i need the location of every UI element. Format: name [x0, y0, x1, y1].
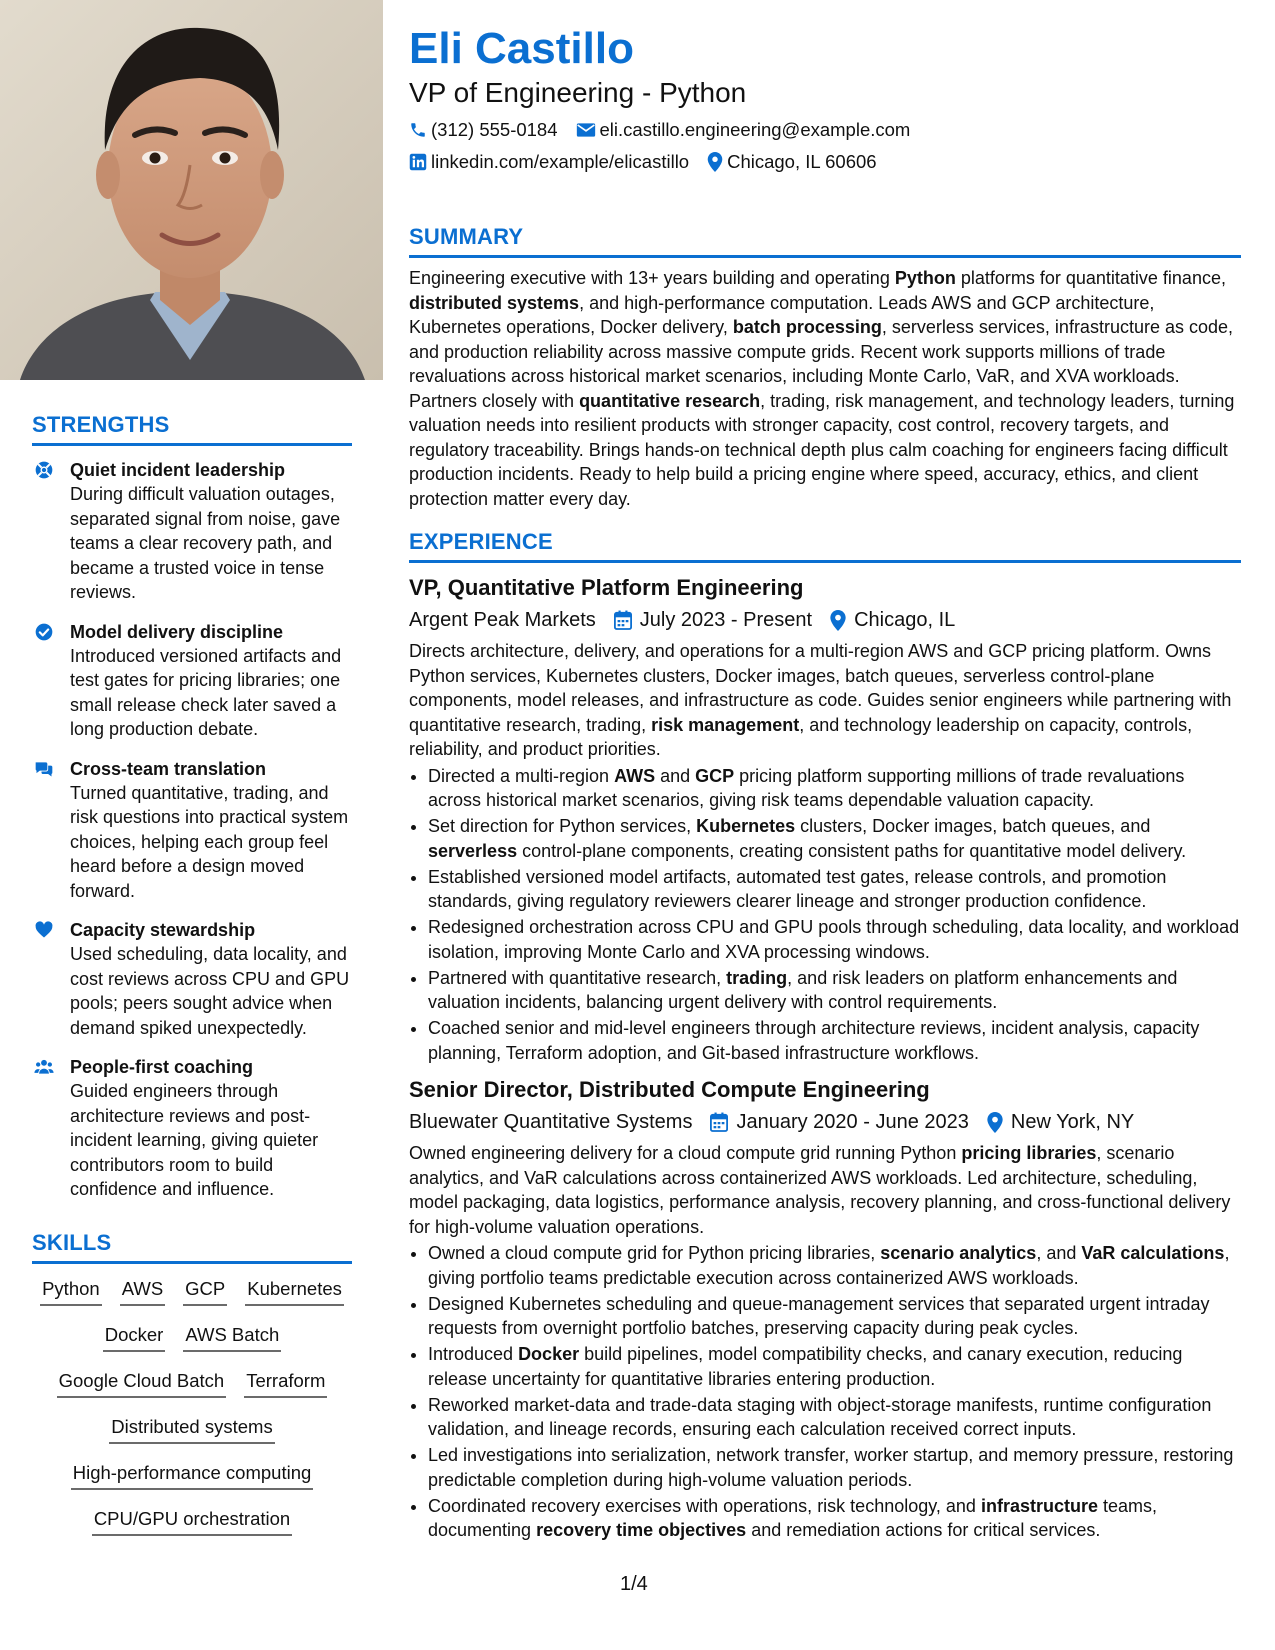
- strengths-list: [32, 458, 352, 1202]
- bullet-item: [428, 865, 1241, 914]
- phone-icon: [409, 121, 427, 139]
- contact-email[interactable]: [576, 118, 911, 142]
- text-run: , and risk leaders on platform enhancements and valuation incidents, balancing urgent delivery with control requirements.: [428, 967, 1178, 1012]
- strength-item: [32, 1055, 352, 1202]
- strength-description: Introduced versioned artifacts and test gates for pricing libraries; one small release check later saved a long production debate.: [70, 645, 342, 739]
- bullet-item: [428, 1443, 1241, 1492]
- strength-description: Guided engineers through architecture reviews and post-incident learning, giving quieter contributors room to build confidence and influence.: [70, 1081, 319, 1199]
- text-run: Designed Kubernetes scheduling and queue-management services that separated urgent intraday requests from overnight portfolio batches, preserving capacity during peak cycles.: [428, 1293, 1210, 1338]
- linkedin-icon: [409, 153, 427, 171]
- summary-text: [409, 266, 1241, 511]
- strength-title: Model delivery discipline: [70, 621, 284, 642]
- text-run: , giving portfolio teams predictable execution across containerized AWS workloads.: [428, 1243, 1230, 1288]
- strength-item: [32, 620, 352, 742]
- text-run: build pipelines, model compatibility checks, and canary execution, reducing release uncertainty for quantitative libraries entering production.: [428, 1344, 1183, 1389]
- bold-text: quantitative research: [579, 390, 761, 411]
- bullet-item: [428, 814, 1241, 863]
- text-run: , and high-performance computation. Leads AWS and GCP architecture, Kubernetes operations, Docker delivery,: [409, 292, 1155, 337]
- text-run: Directs architecture, delivery, and operations for a multi-region AWS and GCP pricing platform. Owns Python services, Kubernetes clusters, Docker images, batch queues, serverless control-plane components, model releases, and infrastructure as code. Guides senior engineers while partnering with quantitative research, trading,: [409, 641, 1232, 735]
- map-pin-icon: [830, 610, 846, 631]
- bold-text: AWS: [614, 765, 656, 786]
- job-title: Senior Director, Distributed Compute Engineering: [409, 1077, 930, 1102]
- text-run: , serverless services, infrastructure as code, and production reliability across massive compute grids. Recent work supports millions of trade revaluations across historical market scenarios, including Monte Carlo, VaR, and XVA workloads. Partners closely with: [409, 317, 1234, 411]
- bold-text: VaR calculations: [1081, 1243, 1225, 1263]
- text-run: Introduced: [428, 1344, 519, 1364]
- bullet-item: [428, 966, 1241, 1015]
- job-location-text: Chicago, IL: [854, 609, 956, 631]
- strength-title: Quiet incident leadership: [70, 460, 286, 480]
- text-run: platforms for quantitative finance,: [955, 268, 1226, 288]
- job-dates-text: January 2020 - June 2023: [736, 1111, 969, 1133]
- strength-title: Cross-team translation: [70, 758, 267, 779]
- bullet-item: [428, 1016, 1241, 1065]
- calendar-icon: [710, 1112, 728, 1132]
- skill-row: [32, 1504, 352, 1536]
- job-location-text: New York, NY: [1010, 1111, 1135, 1133]
- skill-tag: AWS Batch: [183, 1320, 281, 1352]
- calendar-icon: [614, 610, 632, 630]
- job-entry: [409, 573, 1241, 1065]
- map-pin-icon: [987, 1112, 1003, 1133]
- text-run: Directed a multi-region: [428, 765, 615, 786]
- bold-text: risk management: [651, 714, 800, 735]
- linkedin-text: linkedin.com/example/elicastillo: [431, 151, 690, 172]
- bold-text: scenario analytics: [880, 1243, 1037, 1263]
- left-column: [0, 0, 383, 1650]
- bold-text: serverless: [428, 840, 518, 861]
- comments-icon: [34, 759, 54, 779]
- job-meta: [409, 605, 1241, 635]
- contact-phone[interactable]: [409, 118, 558, 142]
- strength-description: During difficult valuation outages, separated signal from noise, gave teams a clear recovery path, and became a trusted voice in tense reviews.: [70, 484, 341, 602]
- map-pin-icon: [707, 152, 723, 172]
- skill-tag: Distributed systems: [109, 1412, 274, 1444]
- job-entry: [409, 1075, 1241, 1543]
- job-bullets: [409, 764, 1241, 1066]
- text-run: Set direction for Python services,: [428, 816, 697, 836]
- text-run: Coordinated recovery exercises with operations, risk technology, and: [428, 1495, 981, 1516]
- bullet-item: [428, 915, 1241, 964]
- job-dates-text: July 2023 - Present: [639, 609, 813, 631]
- job-dates: [710, 1107, 968, 1137]
- bold-text: Python: [894, 268, 956, 288]
- text-run: Led investigations into serialization, network transfer, worker startup, and memory pressure, restoring predictable completion during high-volume valuation periods.: [428, 1445, 1234, 1490]
- text-run: and remediation actions for critical services.: [746, 1520, 1101, 1540]
- text-run: Coached senior and mid-level engineers through architecture reviews, incident analysis, capacity planning, Terraform adoption, and Git-based infrastructure workflows.: [428, 1018, 1200, 1063]
- bold-text: Kubernetes: [696, 816, 796, 836]
- skill-tag: GCP: [183, 1274, 227, 1306]
- phone-text: (312) 555-0184: [431, 119, 558, 140]
- text-run: control-plane components, creating consistent paths for quantitative model delivery.: [517, 840, 1187, 861]
- text-run: , and technology leadership on capacity, controls, reliability, and product priorities.: [409, 714, 1193, 759]
- text-run: , scenario analytics, and VaR calculations across containerized AWS workloads. Led architecture, scheduling, model packaging, data logistics, performance analysis, recovery planning, and cross-functional delivery for high-volume valuation operations.: [409, 1143, 1231, 1237]
- job-title: VP, Quantitative Platform Engineering: [409, 575, 804, 600]
- location-text: Chicago, IL 60606: [727, 151, 877, 172]
- contact-row-2: [409, 150, 1241, 174]
- text-run: Redesigned orchestration across CPU and GPU pools through scheduling, data locality, and workload isolation, improving Monte Carlo and XVA processing windows.: [428, 917, 1240, 962]
- bold-text: Docker: [518, 1344, 580, 1364]
- skill-tag: Kubernetes: [245, 1274, 344, 1306]
- strength-item: [32, 757, 352, 904]
- bold-text: trading: [726, 967, 788, 988]
- bold-text: recovery time objectives: [536, 1520, 747, 1540]
- strengths-heading: STRENGTHS: [32, 412, 352, 446]
- envelope-icon: [576, 121, 596, 139]
- text-run: Engineering executive with 13+ years building and operating: [409, 268, 895, 288]
- skill-row: [32, 1366, 352, 1398]
- skills-heading: SKILLS: [32, 1230, 352, 1264]
- contact-linkedin[interactable]: [409, 150, 689, 174]
- skill-tag: Terraform: [244, 1366, 327, 1398]
- skill-tag: High-performance computing: [71, 1458, 314, 1490]
- bold-text: batch processing: [732, 317, 882, 337]
- candidate-role: VP of Engineering - Python: [409, 77, 747, 108]
- bold-text: pricing libraries: [961, 1143, 1097, 1163]
- strength-description: Turned quantitative, trading, and risk questions into practical system choices, helping each group feel heard before a design moved forward.: [70, 782, 349, 901]
- strength-item: [32, 918, 352, 1040]
- text-run: Owned engineering delivery for a cloud compute grid running Python: [409, 1143, 962, 1163]
- email-text: eli.castillo.engineering@example.com: [599, 119, 911, 140]
- text-run: , and: [1036, 1243, 1082, 1263]
- strength-description: Used scheduling, data locality, and cost reviews across CPU and GPU pools; peers sought advice when demand spiked unexpectedly.: [70, 944, 350, 1038]
- skill-tag: CPU/GPU orchestration: [92, 1504, 292, 1536]
- bold-text: distributed systems: [409, 292, 580, 313]
- check-circle-icon: [34, 622, 54, 642]
- bullet-item: [428, 1342, 1241, 1391]
- skill-tag: Python: [40, 1274, 102, 1306]
- text-run: and: [655, 765, 696, 786]
- skill-row: [32, 1274, 352, 1306]
- job-location: [830, 605, 955, 635]
- heart-icon: [34, 920, 54, 940]
- text-run: clusters, Docker images, batch queues, and: [795, 816, 1151, 836]
- bullet-item: [428, 1241, 1241, 1290]
- job-company: Bluewater Quantitative Systems: [409, 1111, 693, 1133]
- candidate-name: Eli Castillo: [409, 24, 634, 73]
- text-run: , trading, risk management, and technology leaders, turning valuation needs into resilient products with stronger capacity, cost control, recovery targets, and regulatory traceability. Brings hands-on technical depth plus calm coaching for engineers facing difficult production incidents. Ready to help build a pricing engine where speed, accuracy, ethics, and client protection matter every day.: [409, 390, 1235, 509]
- text-run: Established versioned model artifacts, automated test gates, release controls, and promotion standards, giving regulatory reviewers clearer lineage and stronger production confidence.: [428, 866, 1167, 911]
- lifebuoy-icon: [34, 460, 54, 480]
- strength-item: [32, 458, 352, 605]
- job-location: [987, 1107, 1134, 1137]
- contact-row-1: [409, 118, 1241, 142]
- skill-tag: Google Cloud Batch: [57, 1366, 227, 1398]
- main-column: [409, 22, 1241, 1544]
- bullet-item: [428, 1393, 1241, 1442]
- strength-title: Capacity stewardship: [70, 920, 256, 940]
- skill-row: [32, 1320, 352, 1352]
- bullet-item: [428, 764, 1241, 813]
- portrait-illustration: [0, 0, 383, 380]
- left-content: [32, 412, 352, 1550]
- page-number: 1/4: [620, 1573, 648, 1595]
- skill-row: [32, 1458, 352, 1490]
- text-run: teams, documenting: [428, 1495, 1158, 1540]
- text-run: Reworked market-data and trade-data staging with object-storage manifests, runtime configuration validation, and lineage records, ensuring each calculation received correct inputs.: [428, 1394, 1212, 1439]
- skill-tag: AWS: [120, 1274, 165, 1306]
- contact-location: [707, 150, 876, 174]
- job-meta: [409, 1107, 1241, 1137]
- text-run: pricing platform supporting millions of trade revaluations across historical market scenarios, giving risk teams dependable valuation capacity.: [428, 765, 1185, 810]
- job-description: [409, 1141, 1241, 1239]
- job-description: [409, 639, 1241, 762]
- text-run: Partnered with quantitative research,: [428, 967, 727, 988]
- skill-tag: Docker: [103, 1320, 166, 1352]
- job-company: Argent Peak Markets: [409, 609, 596, 631]
- job-dates: [614, 605, 812, 635]
- job-bullets: [409, 1241, 1241, 1543]
- bold-text: infrastructure: [980, 1495, 1098, 1516]
- strength-title: People-first coaching: [70, 1057, 254, 1077]
- summary-heading: SUMMARY: [409, 224, 1241, 258]
- skills-list: [32, 1274, 352, 1536]
- bullet-item: [428, 1494, 1241, 1543]
- experience-heading: EXPERIENCE: [409, 529, 1241, 563]
- profile-photo: [0, 0, 383, 380]
- skill-row: [32, 1412, 352, 1444]
- bullet-item: [428, 1292, 1241, 1341]
- users-icon: [34, 1057, 54, 1077]
- experience-list: [409, 573, 1241, 1543]
- text-run: Owned a cloud compute grid for Python pricing libraries,: [428, 1243, 881, 1263]
- bold-text: GCP: [695, 765, 735, 786]
